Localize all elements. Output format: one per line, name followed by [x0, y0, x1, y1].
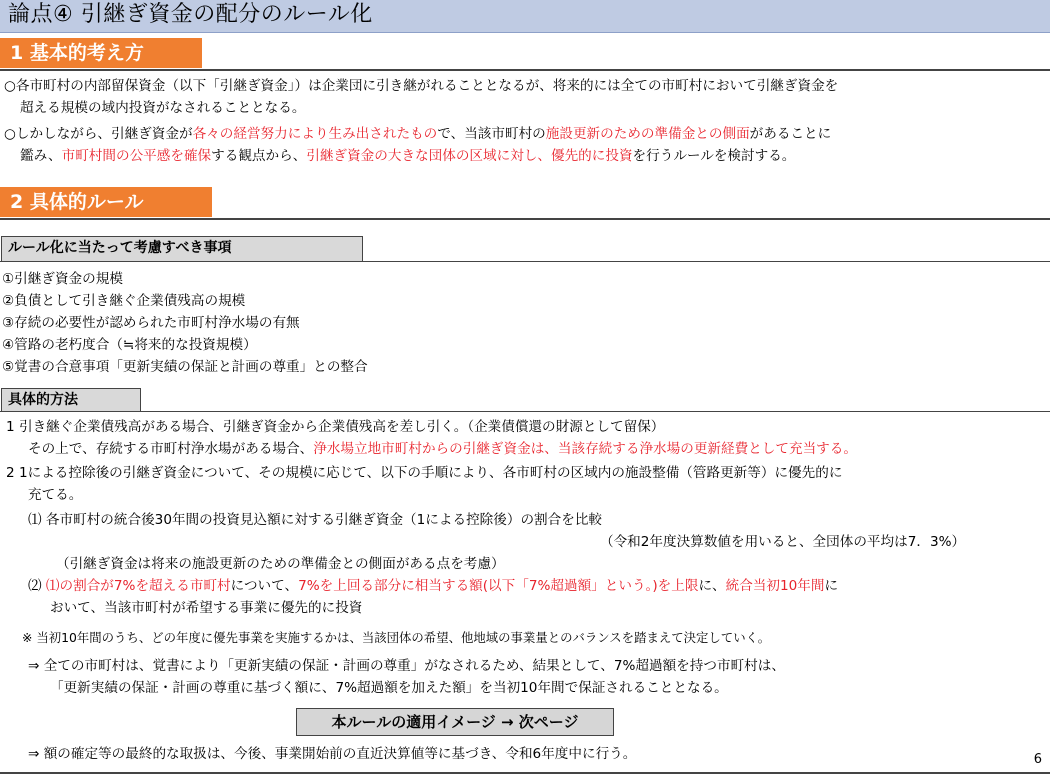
section2-heading: 2 具体的ルール	[0, 187, 212, 217]
method2-line1: 2 1による控除後の引継ぎ資金について、その規模に応じて、以下の手順により、各市町村の区域内の施設整備（管路更新等）に優先的に	[6, 465, 843, 481]
method2-step2-text: について、	[230, 578, 299, 594]
consideration-item: ②負債として引き継ぐ企業債残高の規模	[2, 293, 246, 309]
method2-step1-line1: ⑴ 各市町村の統合後30年間の投資見込額に対する引継ぎ資金（1による控除後）の割合を比較	[28, 512, 603, 528]
next-page-link-box[interactable]: 本ルールの適用イメージ → 次ページ	[296, 708, 614, 736]
s1-p1-line1: ○各市町村の内部留保資金（以下「引継ぎ資金」）は企業団に引き継がれることとなるが、将来的には全ての市町村において引継ぎ資金を	[4, 78, 839, 94]
s1-p2-emphasis: 各々の経営努力により生み出されたもの	[192, 126, 438, 142]
considerations-heading: ルール化に当たって考慮すべき事項	[1, 236, 363, 262]
method2-step2-number: ⑵	[28, 578, 46, 594]
page-title: 論点④ 引継ぎ資金の配分のルール化	[8, 2, 373, 27]
consideration-item: ④管路の老朽度合（≒将来的な投資規模）	[2, 337, 257, 353]
method2-step2-text: に	[824, 578, 839, 594]
s1-p1-line2: 超える規模の域内投資がなされることとなる。	[20, 100, 306, 116]
s1-p2-text: ○しかしながら、引継ぎ資金が	[4, 126, 193, 142]
s1-p2-text: で、当該市町村の	[437, 126, 546, 142]
s1-p2-text: があることに	[749, 126, 832, 142]
s1-p2-emphasis: 引継ぎ資金の大きな団体の区域に対し、優先的に投資	[306, 148, 633, 164]
conclusion-line2: 「更新実績の保証・計画の尊重に基づく額に、7%超過額を加えた額」を当初10年間で保証されることとなる。	[50, 680, 728, 696]
method1-text: その上で、存続する市町村浄水場がある場合、	[28, 441, 314, 457]
method1-line1: 1 引き継ぐ企業債残高がある場合、引継ぎ資金から企業債残高を差し引く。（企業債償還の財源として留保）	[6, 419, 665, 435]
s1-p2-text: を行うルールを検討する。	[632, 148, 796, 164]
consideration-item: ①引継ぎ資金の規模	[2, 271, 123, 287]
section1-heading: 1 基本的考え方	[0, 38, 202, 68]
method2-line2: 充てる。	[28, 487, 83, 503]
consideration-item: ③存続の必要性が認められた市町村浄水場の有無	[2, 315, 300, 331]
conclusion-line1: ⇒ 全ての市町村は、覚書により「更新実績の保証・計画の尊重」がなされるため、結果として、7%超過額を持つ市町村は、	[28, 658, 785, 674]
s1-p2-emphasis: 市町村間の公平感を確保	[61, 148, 212, 164]
method2-step2-emphasis: 統合当初10年間	[725, 578, 825, 594]
method-heading: 具体的方法	[1, 388, 141, 412]
method2-step2-line1	[28, 576, 838, 596]
method1-line2	[28, 439, 857, 459]
method2-step2-emphasis: 7%を上回る部分に相当する額(以下「7%超過額」という。)を上限	[298, 578, 699, 594]
footer-rule	[0, 772, 1050, 774]
s1-p2-emphasis: 施設更新のための準備金との側面	[545, 126, 750, 142]
method2-step1-line3: （引継ぎ資金は将来の施設更新のための準備金との側面がある点を考慮）	[56, 556, 505, 572]
method1-emphasis: 浄水場立地市町村からの引継ぎ資金は、当該存続する浄水場の更新経費として充当する。	[313, 441, 857, 457]
method-rule	[0, 411, 1050, 412]
s1-p2-line2	[20, 146, 795, 166]
section2-rule	[0, 218, 1050, 220]
method2-step1-line2: （令和2年度決算数値を用いると、全団体の平均は7．3%）	[600, 534, 966, 550]
title-bar	[0, 0, 1050, 33]
s1-p2-line1	[4, 124, 831, 144]
s1-p2-text: する観点から、	[211, 148, 307, 164]
s1-p2-text: 鑑み、	[20, 148, 62, 164]
considerations-rule	[0, 261, 1050, 262]
final-handling-line: ⇒ 額の確定等の最終的な取扱は、今後、事業開始前の直近決算値等に基づき、令和6年度中に行う。	[28, 746, 637, 762]
method2-step2-line2: おいて、当該市町村が希望する事業に優先的に投資	[50, 600, 363, 616]
consideration-item: ⑤覚書の合意事項「更新実績の保証と計画の尊重」との整合	[2, 359, 368, 375]
note-line: ※ 当初10年間のうち、どの年度に優先事業を実施するかは、当該団体の希望、他地域の事業量とのバランスを踏まえて決定していく。	[22, 630, 771, 645]
page-number: 6	[1033, 752, 1042, 767]
method2-step2-text: に、	[698, 578, 726, 594]
method2-step2-emphasis: ⑴の割合が7%を超える市町村	[45, 578, 231, 594]
section1-rule	[0, 69, 1050, 71]
